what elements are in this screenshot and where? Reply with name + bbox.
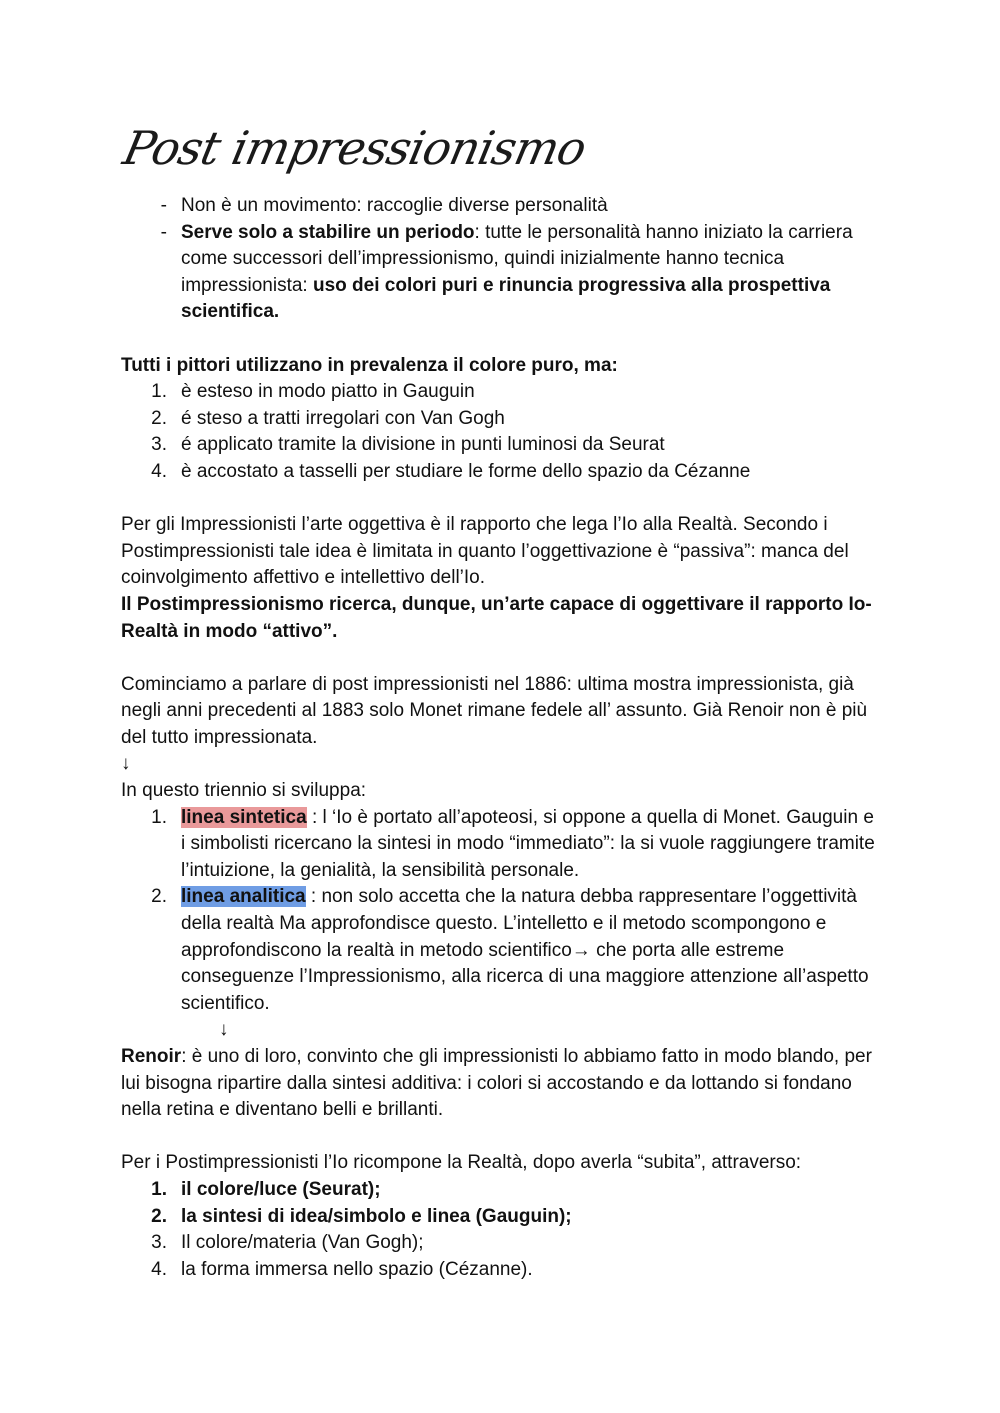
painters-list [121, 379, 881, 485]
list-item-text: é steso a tratti irregolari con Van Gogh [181, 407, 505, 429]
list-item [121, 406, 881, 433]
list-marker: 4. [151, 1258, 167, 1280]
list-item-text: il colore/luce (Seurat); [181, 1178, 381, 1200]
list-item-text: è esteso in modo piatto in Gauguin [181, 381, 475, 403]
list-item-text: la sintesi di idea/simbolo e linea (Gauguin); [181, 1205, 572, 1227]
list-item [121, 193, 881, 220]
list-item [121, 805, 881, 885]
list-item-text: : l ‘Io è portato all’apoteosi, si oppone a quella di Monet. Gauguin e i simbolisti ricercano la sintesi in modo “immediato”: la si vuole raggiungere tramite l’intuizione, la genialità, la sensibilità personale. [181, 806, 875, 881]
list-marker: 1. [151, 381, 167, 403]
bold-phrase: Serve solo a stabilire un periodo [181, 221, 475, 243]
down-arrow-icon: ↓ [121, 753, 131, 775]
paragraph: Cominciamo a parlare di post impressionisti nel 1886: ultima mostra impressionista, già negli anni precedenti al 1883 solo Monet rimane fedele all’ assunto. Già Renoir non è più del tutto impressionata. [121, 673, 868, 748]
list-item [121, 1204, 881, 1231]
list-item [121, 220, 881, 326]
list-marker: 4. [151, 460, 167, 482]
list-marker: 3. [151, 1232, 167, 1254]
list-item-text: Non è un movimento: raccoglie diverse personalità [181, 195, 608, 216]
list-item-text: è accostato a tasselli per studiare le forme dello spazio da Cézanne [181, 460, 751, 482]
section-heading: Tutti i pittori utilizzano in prevalenza il colore puro, ma: [121, 354, 618, 376]
document-body [121, 193, 881, 1283]
list-item [121, 1177, 881, 1204]
list-item-text: la forma immersa nello spazio (Cézanne). [181, 1258, 533, 1280]
bold-phrase: uso dei colori puri e rinuncia progressiva alla prospettiva scientifica. [181, 274, 831, 323]
bold-phrase: Renoir [121, 1046, 182, 1067]
highlight-label: linea analitica [181, 886, 306, 908]
list-item [121, 459, 881, 486]
list-item [121, 884, 881, 1017]
paragraph-bold: Il Postimpressionismo ricerca, dunque, un’arte capace di oggettivare il rapporto Io-Realtà in modo “attivo”. [121, 593, 872, 642]
lines-list [121, 805, 881, 1018]
recompose-list [121, 1177, 881, 1283]
page-title: Post impressionismo [118, 121, 591, 175]
intro-bullet-list [121, 193, 881, 326]
list-item-text: : tutte le personalità hanno iniziato la carriera come successori dell’impressionismo, quindi inizialmente hanno tecnica impressionista: [181, 221, 853, 296]
list-marker: 3. [151, 434, 167, 456]
paragraph: Per gli Impressionisti l’arte oggettiva è il rapporto che lega l’Io alla Realtà. Secondo i Postimpressionisti tale idea è limitata in quanto l’oggettivazione è “passiva”: manca del coinvolgimento affettivo e intellettivo dell’Io. [121, 514, 849, 589]
list-item [121, 432, 881, 459]
list-item-text: : non solo accetta che la natura debba rappresentare l’oggettività della realtà Ma approfondisce questo. L’intelletto e il metodo scompongono e approfondiscono la realtà in metodo scientifico→ che porta alle estreme conseguenze l’Impressionismo, alla ricerca di una maggiore attenzione all’aspetto scientifico. [181, 886, 869, 1014]
list-marker: 1. [151, 1178, 167, 1200]
list-item [121, 1230, 881, 1257]
paragraph: Per i Postimpressionisti l’Io ricompone la Realtà, dopo averla “subita”, attraverso: [121, 1152, 802, 1174]
paragraph: Renoir: è uno di loro, convinto che gli impressionisti lo abbiamo fatto in modo blando, per lui bisogna ripartire dalla sintesi additiva: i colori si accostando e da lottando si fondano nella retina e diventano belli e brillanti. [121, 1046, 872, 1121]
list-item [121, 1257, 881, 1284]
list-item-text: Il colore/materia (Van Gogh); [181, 1232, 424, 1254]
list-marker: - [160, 195, 167, 216]
list-marker: 2. [151, 1205, 167, 1227]
list-marker: 1. [151, 806, 167, 828]
list-item-text: é applicato tramite la divisione in punti luminosi da Seurat [181, 434, 665, 456]
down-arrow-icon: ↓ [219, 1019, 229, 1041]
paragraph: In questo triennio si sviluppa: [121, 780, 367, 802]
list-marker: 2. [151, 407, 167, 429]
highlight-label: linea sintetica [181, 806, 307, 828]
list-item [121, 379, 881, 406]
list-marker: 2. [151, 886, 167, 908]
list-marker: - [160, 221, 167, 243]
